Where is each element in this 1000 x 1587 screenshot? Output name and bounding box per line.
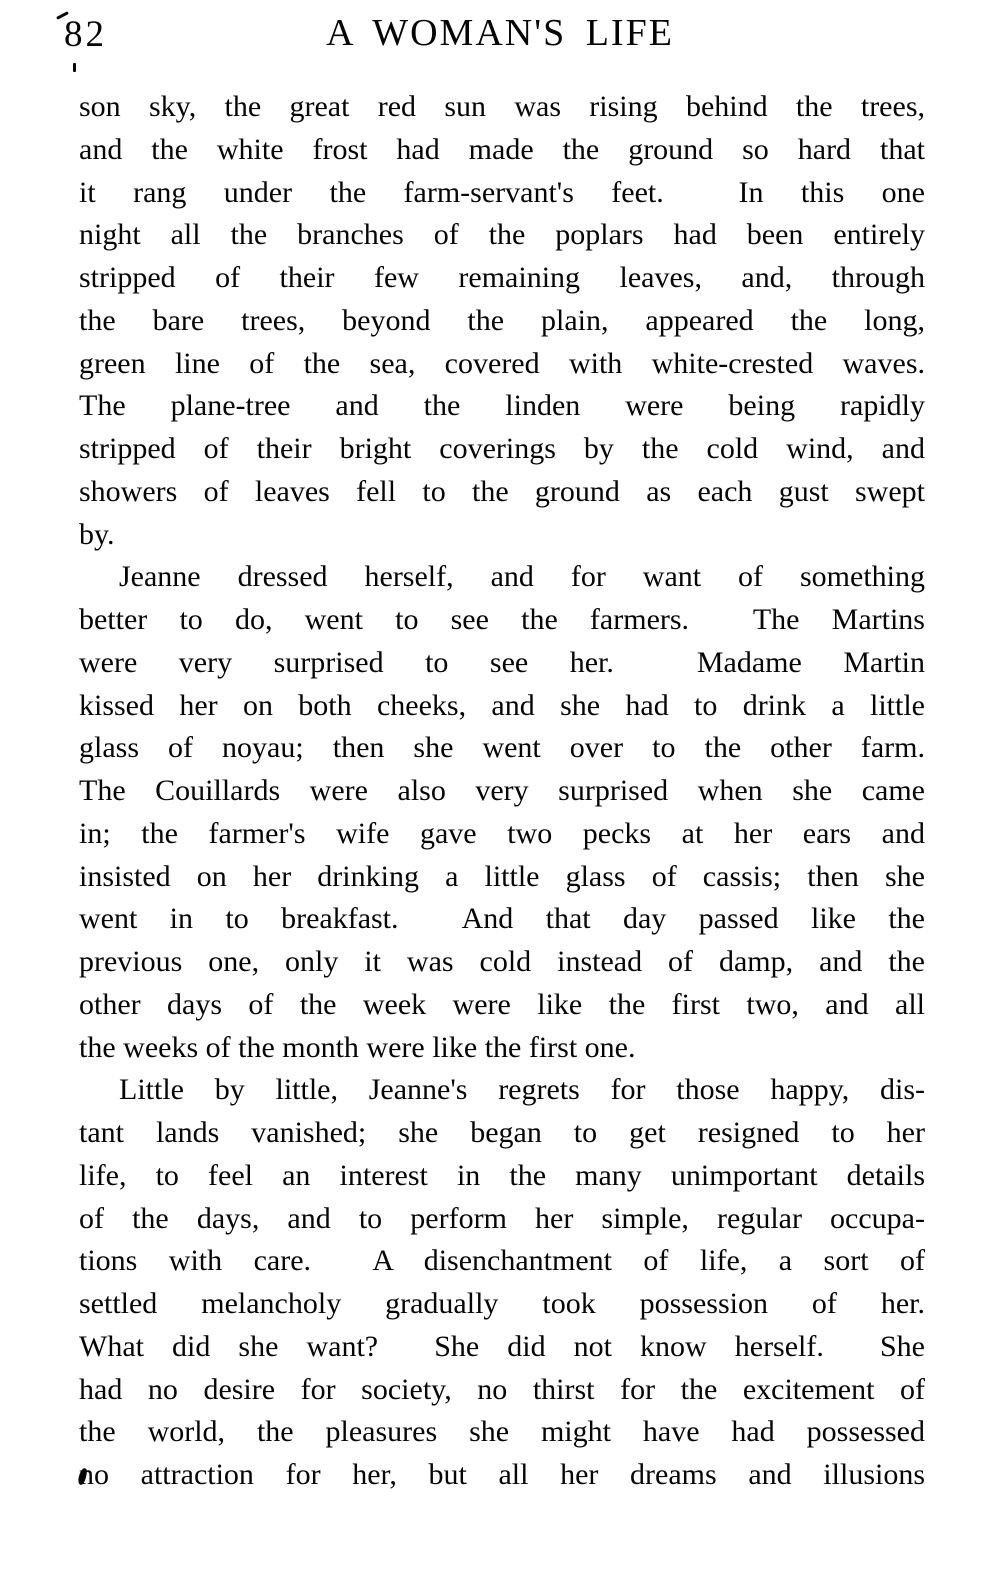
text-line: Jeanne dressed herself, and for want of something [119,560,925,594]
text-line: showers of leaves fell to the ground as each gust swept [79,474,925,508]
text-line: settled melancholy gradually took possession of her. [79,1287,925,1320]
text-line: life, to feel an interest in the many unimportant details [79,1158,925,1192]
text-line: were very surprised to see her. Madame Martin [79,645,925,679]
text-line: better to do, went to see the farmers. The Martins [79,603,925,636]
text-line: no attraction for her, but all her dreams and illusions [79,1458,925,1491]
text-line: Little by little, Jeanne's regrets for those happy, dis- [119,1073,925,1107]
page-body [79,86,925,1497]
text-line: in; the farmer's wife gave two pecks at her ears and [79,816,925,850]
text-line: the world, the pleasures she might have had possessed [79,1415,925,1449]
text-line: previous one, only it was cold instead of damp, and the [79,945,925,978]
text-line: and the white frost had made the ground so hard that [79,132,925,166]
text-line: tant lands vanished; she began to get resigned to her [79,1116,925,1149]
text-line: the weeks of the month were like the first one. [79,1030,636,1064]
text-line: of the days, and to perform her simple, regular occupa- [79,1201,925,1235]
scan-artifact-tick [73,63,76,72]
text-line: had no desire for society, no thirst for the excitement of [79,1372,925,1406]
text-line: night all the branches of the poplars had been entirely [79,218,925,252]
text-line: stripped of their bright coverings by the cold wind, and [79,432,925,465]
text-line: kissed her on both cheeks, and she had to drink a little [79,688,925,722]
text-line: The Couillards were also very surprised when she came [79,774,925,807]
page-number: 82 [64,14,107,55]
text-line: The plane-tree and the linden were being rapidly [79,389,925,423]
text-line: What did she want? She did not know herself. She [79,1329,925,1363]
text-line: other days of the week were like the first two, and all [79,987,925,1021]
text-line: insisted on her drinking a little glass of cassis; then she [79,859,925,893]
text-line: went in to breakfast. And that day passed like the [79,902,925,936]
text-line: by. [79,517,115,551]
text-line: green line of the sea, covered with white-crested waves. [79,346,925,380]
text-line: son sky, the great red sun was rising behind the trees, [79,90,925,123]
text-line: glass of noyau; then she went over to the other farm. [79,731,925,765]
running-title: A WOMAN'S LIFE [326,12,674,54]
text-line: the bare trees, beyond the plain, appeared the long, [79,303,925,337]
text-line: it rang under the farm-servant's feet. In this one [79,175,925,209]
text-line: stripped of their few remaining leaves, and, through [79,261,925,294]
text-line: tions with care. A disenchantment of life, a sort of [79,1244,925,1278]
